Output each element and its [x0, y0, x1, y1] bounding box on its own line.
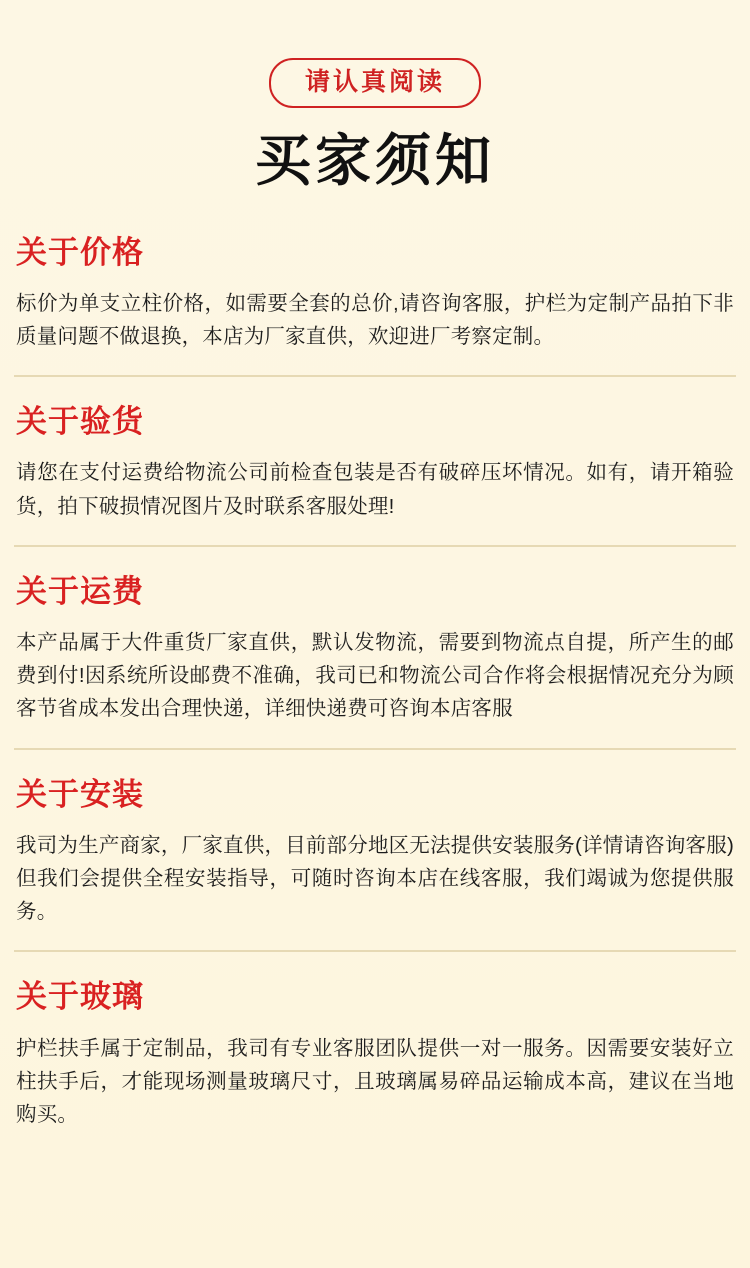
section-price	[14, 234, 736, 378]
section-glass	[14, 952, 736, 1153]
section-title: 关于安装	[16, 776, 144, 812]
section-inspection	[14, 377, 736, 547]
read-carefully-badge: 请认真阅读	[269, 58, 481, 108]
section-body: 护栏扶手属于定制品，我司有专业客服团队提供一对一服务。因需要安装好立柱扶手后，才能现场测量玻璃尺寸，且玻璃属易碎品运输成本高，建议在当地购买。	[16, 1036, 734, 1126]
section-title: 关于运费	[16, 573, 144, 609]
section-title: 关于验货	[16, 404, 144, 440]
section-body: 本产品属于大件重货厂家直供，默认发物流，需要到物流点自提，所产生的邮费到付!因系统所设邮费不准确，我司已和物流公司合作将会根据情况充分为顾客节省成本发出合理快递，详细快递费可咨询本店客服	[16, 630, 734, 721]
section-body: 标价为单支立柱价格，如需要全套的总价,请咨询客服，护栏为定制产品拍下非质量问题不做退换，本店为厂家直供，欢迎进厂考察定制。	[16, 291, 734, 348]
section-title: 关于玻璃	[16, 979, 144, 1015]
notice-sections	[0, 234, 750, 1154]
section-body: 我司为生产商家，厂家直供，目前部分地区无法提供安装服务(详情请咨询客服)但我们会提供全程安装指导，可随时咨询本店在线客服，我们竭诚为您提供服务。	[16, 833, 734, 924]
section-title: 关于价格	[16, 234, 144, 270]
page-title: 买家须知	[255, 129, 495, 192]
page-header	[0, 0, 750, 192]
section-installation	[14, 750, 736, 953]
section-shipping	[14, 547, 736, 750]
section-body: 请您在支付运费给物流公司前检查包装是否有破碎压坏情况。如有，请开箱验货，拍下破损情况图片及时联系客服处理!	[16, 461, 734, 518]
